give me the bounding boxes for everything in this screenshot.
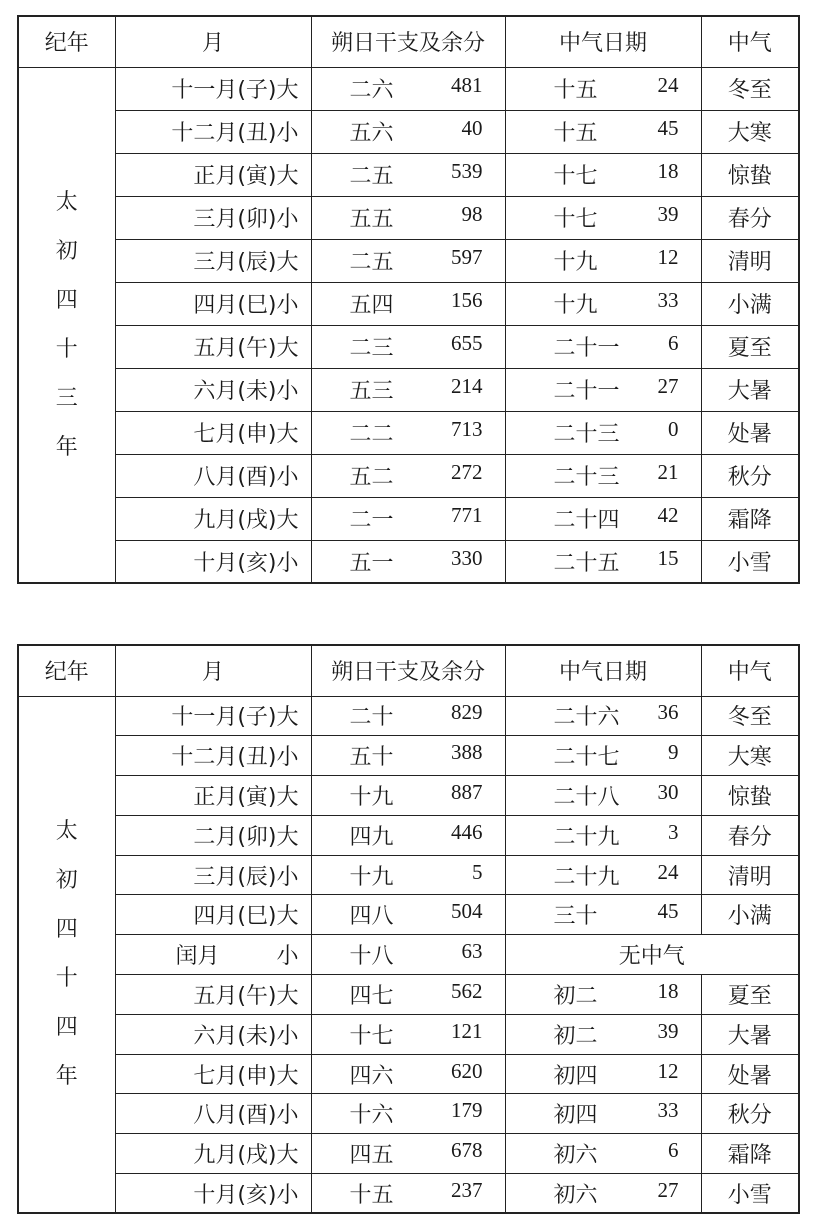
table-row: [18, 975, 799, 1015]
header-qi-date: 中气日期: [505, 645, 701, 696]
qi-remainder: 24: [657, 73, 679, 97]
month-cell: 八月(酉)小: [115, 454, 311, 497]
era-char: 初: [55, 238, 78, 264]
qi-day: 十七: [553, 164, 598, 189]
qi-cell: 大寒: [701, 736, 799, 776]
calendar-table-1: [17, 15, 800, 584]
qi-date-cell: [505, 1054, 701, 1094]
era-char: 四: [55, 1015, 78, 1041]
qi-date-cell: [505, 1134, 701, 1174]
shuo-cell: [311, 153, 505, 196]
qi-cell: 春分: [701, 815, 799, 855]
qi-date-cell: [505, 1174, 701, 1214]
era-char: 太: [55, 819, 78, 845]
qi-date-cell: [505, 411, 701, 454]
qi-remainder: 15: [657, 545, 679, 570]
qi-remainder: 33: [657, 1098, 679, 1123]
shuo-remainder: 620: [451, 1058, 483, 1083]
table-row: [18, 454, 799, 497]
header-qi: 中气: [701, 645, 799, 696]
qi-day: 十九: [553, 250, 598, 275]
table-row: [18, 1014, 799, 1054]
qi-day: 初四: [553, 1103, 598, 1129]
qi-cell: 春分: [701, 196, 799, 239]
shuo-remainder: 179: [451, 1098, 483, 1123]
shuo-cell: [311, 282, 505, 325]
shuo-ganzhi: 十七: [349, 1023, 394, 1049]
qi-cell: 处暑: [701, 1054, 799, 1094]
qi-day: 十七: [553, 207, 598, 232]
qi-remainder: 42: [657, 503, 679, 527]
shuo-remainder: 98: [461, 202, 483, 226]
shuo-cell: [311, 1134, 505, 1174]
month-cell: 十二月(丑)小: [115, 110, 311, 153]
era-char: 四: [55, 917, 78, 943]
header-era: 纪年: [18, 16, 115, 67]
shuo-ganzhi: 十九: [349, 864, 394, 890]
table-row: [18, 815, 799, 855]
qi-date-cell: [505, 239, 701, 282]
shuo-remainder: 330: [451, 545, 483, 570]
table-row: [18, 935, 799, 975]
era-char: 年: [55, 1064, 78, 1090]
shuo-ganzhi: 五十: [349, 745, 394, 771]
era-char: 初: [55, 868, 78, 894]
qi-date-cell: [505, 110, 701, 153]
qi-day: 二十一: [553, 379, 620, 404]
month-cell: 三月(辰)大: [115, 239, 311, 282]
era-char: 十: [55, 336, 78, 362]
qi-day: 十五: [553, 78, 598, 103]
shuo-cell: [311, 239, 505, 282]
era-char: 年: [55, 434, 78, 460]
month-cell: 七月(申)大: [115, 411, 311, 454]
shuo-ganzhi: 五一: [349, 550, 394, 576]
table-row: [18, 776, 799, 816]
qi-date-cell: [505, 368, 701, 411]
table-row: [18, 540, 799, 583]
table-row: [18, 736, 799, 776]
qi-remainder: 18: [657, 159, 679, 183]
shuo-remainder: 562: [451, 978, 483, 1003]
shuo-remainder: 237: [451, 1177, 483, 1202]
shuo-ganzhi: 五四: [349, 293, 394, 318]
table-row: [18, 325, 799, 368]
no-qi-cell: 无中气: [505, 935, 799, 975]
qi-day: 初六: [553, 1182, 598, 1208]
shuo-remainder: 156: [451, 288, 483, 312]
month-cell: 二月(卯)大: [115, 815, 311, 855]
shuo-ganzhi: 十八: [349, 944, 394, 970]
qi-remainder: 0: [668, 417, 679, 441]
shuo-ganzhi: 二三: [349, 336, 394, 361]
era-cell: [18, 67, 115, 583]
shuo-cell: [311, 540, 505, 583]
shuo-cell: [311, 815, 505, 855]
shuo-remainder: 272: [451, 460, 483, 484]
qi-date-cell: [505, 1094, 701, 1134]
month-cell: [115, 935, 311, 975]
shuo-cell: [311, 935, 505, 975]
qi-cell: 惊蛰: [701, 153, 799, 196]
qi-date-cell: [505, 153, 701, 196]
header-shuo: 朔日干支及余分: [311, 16, 505, 67]
table-row: [18, 1174, 799, 1214]
qi-remainder: 45: [657, 899, 679, 924]
month-cell: 十一月(子)大: [115, 67, 311, 110]
shuo-ganzhi: 五三: [349, 379, 394, 404]
shuo-ganzhi: 十九: [349, 784, 394, 810]
table-row: [18, 196, 799, 239]
era-cell: [18, 696, 115, 1213]
qi-date-cell: [505, 736, 701, 776]
qi-day: 初四: [553, 1063, 598, 1089]
qi-remainder: 9: [668, 740, 679, 765]
qi-remainder: 18: [657, 978, 679, 1003]
table-row: [18, 696, 799, 736]
era-char: 十: [55, 966, 78, 992]
shuo-remainder: 539: [451, 159, 483, 183]
qi-day: 初六: [553, 1143, 598, 1169]
shuo-cell: [311, 110, 505, 153]
qi-cell: 秋分: [701, 454, 799, 497]
shuo-ganzhi: 四七: [349, 983, 394, 1009]
header-qi-date: 中气日期: [505, 16, 701, 67]
month-cell: 十月(亥)小: [115, 540, 311, 583]
qi-day: 二十六: [553, 705, 620, 731]
table-row: [18, 1094, 799, 1134]
table-row: [18, 368, 799, 411]
shuo-ganzhi: 二十: [349, 705, 394, 731]
qi-cell: 冬至: [701, 67, 799, 110]
shuo-ganzhi: 二二: [349, 422, 394, 447]
shuo-cell: [311, 975, 505, 1015]
qi-cell: 处暑: [701, 411, 799, 454]
month-cell: 十月(亥)小: [115, 1174, 311, 1214]
qi-date-cell: [505, 1014, 701, 1054]
qi-remainder: 6: [668, 331, 679, 355]
qi-cell: 大暑: [701, 368, 799, 411]
qi-date-cell: [505, 696, 701, 736]
header-shuo: 朔日干支及余分: [311, 645, 505, 696]
qi-cell: 大寒: [701, 110, 799, 153]
qi-day: 初二: [553, 983, 598, 1009]
qi-cell: 小雪: [701, 1174, 799, 1214]
qi-remainder: 36: [657, 700, 679, 725]
shuo-remainder: 481: [451, 73, 483, 97]
shuo-cell: [311, 776, 505, 816]
shuo-ganzhi: 五二: [349, 465, 394, 490]
qi-day: 二十三: [553, 422, 620, 447]
qi-remainder: 12: [657, 245, 679, 269]
month-cell: 五月(午)大: [115, 325, 311, 368]
qi-cell: 小满: [701, 282, 799, 325]
month-cell: 九月(戌)大: [115, 1134, 311, 1174]
qi-day: 二十五: [553, 550, 620, 576]
shuo-remainder: 504: [451, 899, 483, 924]
shuo-cell: [311, 855, 505, 895]
shuo-cell: [311, 736, 505, 776]
qi-date-cell: [505, 855, 701, 895]
month-cell: 六月(未)小: [115, 368, 311, 411]
qi-date-cell: [505, 975, 701, 1015]
era-char: 四: [55, 287, 78, 313]
qi-remainder: 33: [657, 288, 679, 312]
qi-day: 二十八: [553, 784, 620, 810]
month-cell: 九月(戌)大: [115, 497, 311, 540]
month-cell: 十二月(丑)小: [115, 736, 311, 776]
shuo-ganzhi: 四九: [349, 824, 394, 850]
shuo-remainder: 214: [451, 374, 483, 398]
qi-cell: 惊蛰: [701, 776, 799, 816]
shuo-cell: [311, 1054, 505, 1094]
shuo-remainder: 63: [461, 939, 483, 964]
shuo-ganzhi: 二五: [349, 250, 394, 275]
month-cell: 十一月(子)大: [115, 696, 311, 736]
month-cell: 七月(申)大: [115, 1054, 311, 1094]
month-cell: 六月(未)小: [115, 1014, 311, 1054]
qi-cell: 霜降: [701, 497, 799, 540]
shuo-remainder: 388: [451, 740, 483, 765]
table-row: [18, 110, 799, 153]
qi-day: 二十四: [553, 508, 620, 533]
shuo-ganzhi: 十五: [349, 1182, 394, 1208]
month-cell: 五月(午)大: [115, 975, 311, 1015]
shuo-ganzhi: 二六: [349, 78, 394, 103]
month-cell: 四月(巳)小: [115, 282, 311, 325]
month-cell: 四月(巳)大: [115, 895, 311, 935]
shuo-remainder: 597: [451, 245, 483, 269]
calendar-table-2: [17, 644, 800, 1214]
shuo-cell: [311, 696, 505, 736]
shuo-ganzhi: 五六: [349, 121, 394, 146]
shuo-cell: [311, 67, 505, 110]
header-month: 月: [115, 645, 311, 696]
era-char: 三: [55, 385, 78, 411]
month-size: 小: [276, 944, 299, 970]
table-row: [18, 411, 799, 454]
qi-date-cell: [505, 497, 701, 540]
table-row: [18, 497, 799, 540]
qi-remainder: 3: [668, 819, 679, 844]
qi-cell: 夏至: [701, 325, 799, 368]
qi-date-cell: [505, 325, 701, 368]
shuo-remainder: 446: [451, 819, 483, 844]
header-month: 月: [115, 16, 311, 67]
shuo-cell: [311, 411, 505, 454]
qi-cell: 秋分: [701, 1094, 799, 1134]
shuo-remainder: 771: [451, 503, 483, 527]
qi-date-cell: [505, 454, 701, 497]
leap-month-label: 闰月: [175, 944, 220, 970]
shuo-ganzhi: 二五: [349, 164, 394, 189]
table-row: [18, 239, 799, 282]
shuo-cell: [311, 454, 505, 497]
month-cell: 三月(卯)小: [115, 196, 311, 239]
qi-remainder: 21: [657, 460, 679, 484]
shuo-cell: [311, 1014, 505, 1054]
shuo-remainder: 829: [451, 700, 483, 725]
qi-cell: 霜降: [701, 1134, 799, 1174]
shuo-cell: [311, 368, 505, 411]
header-era: 纪年: [18, 645, 115, 696]
qi-day: 十五: [553, 121, 598, 146]
qi-remainder: 30: [657, 779, 679, 804]
qi-cell: 清明: [701, 239, 799, 282]
shuo-ganzhi: 四六: [349, 1063, 394, 1089]
qi-remainder: 45: [657, 116, 679, 140]
table-row: [18, 1134, 799, 1174]
qi-remainder: 39: [657, 1018, 679, 1043]
qi-day: 初二: [553, 1023, 598, 1049]
qi-date-cell: [505, 540, 701, 583]
table-row: [18, 153, 799, 196]
qi-cell: 小满: [701, 895, 799, 935]
shuo-cell: [311, 1174, 505, 1214]
qi-day: 十九: [553, 293, 598, 318]
shuo-ganzhi: 四五: [349, 1143, 394, 1169]
table-row: [18, 67, 799, 110]
qi-day: 二十一: [553, 336, 620, 361]
qi-cell: 冬至: [701, 696, 799, 736]
shuo-remainder: 887: [451, 779, 483, 804]
header-qi: 中气: [701, 16, 799, 67]
era-char: 太: [55, 189, 78, 215]
qi-day: 二十九: [553, 864, 620, 890]
table-row: [18, 855, 799, 895]
shuo-cell: [311, 895, 505, 935]
qi-day: 二十三: [553, 465, 620, 490]
qi-cell: 大暑: [701, 1014, 799, 1054]
qi-remainder: 12: [657, 1058, 679, 1083]
qi-day: 二十七: [553, 745, 620, 771]
shuo-remainder: 678: [451, 1138, 483, 1163]
qi-day: 二十九: [553, 824, 620, 850]
shuo-ganzhi: 五五: [349, 207, 394, 232]
shuo-remainder: 40: [461, 116, 483, 140]
qi-remainder: 39: [657, 202, 679, 226]
shuo-cell: [311, 325, 505, 368]
header-row: [18, 645, 799, 696]
shuo-ganzhi: 四八: [349, 904, 394, 930]
qi-remainder: 27: [657, 374, 679, 398]
qi-date-cell: [505, 895, 701, 935]
qi-remainder: 27: [657, 1177, 679, 1202]
shuo-ganzhi: 十六: [349, 1103, 394, 1129]
month-cell: 八月(酉)小: [115, 1094, 311, 1134]
qi-cell: 清明: [701, 855, 799, 895]
shuo-remainder: 5: [472, 859, 483, 884]
month-cell: 三月(辰)小: [115, 855, 311, 895]
table-row: [18, 895, 799, 935]
table-row: [18, 1054, 799, 1094]
qi-date-cell: [505, 776, 701, 816]
month-cell: 正月(寅)大: [115, 153, 311, 196]
shuo-cell: [311, 497, 505, 540]
qi-remainder: 6: [668, 1138, 679, 1163]
qi-date-cell: [505, 196, 701, 239]
shuo-cell: [311, 1094, 505, 1134]
shuo-remainder: 655: [451, 331, 483, 355]
qi-date-cell: [505, 282, 701, 325]
qi-cell: 夏至: [701, 975, 799, 1015]
qi-date-cell: [505, 67, 701, 110]
shuo-remainder: 713: [451, 417, 483, 441]
header-row: [18, 16, 799, 67]
qi-day: 三十: [553, 904, 598, 930]
qi-date-cell: [505, 815, 701, 855]
shuo-ganzhi: 二一: [349, 508, 394, 533]
shuo-cell: [311, 196, 505, 239]
shuo-remainder: 121: [451, 1018, 483, 1043]
qi-cell: 小雪: [701, 540, 799, 583]
month-cell: 正月(寅)大: [115, 776, 311, 816]
qi-remainder: 24: [657, 859, 679, 884]
table-row: [18, 282, 799, 325]
